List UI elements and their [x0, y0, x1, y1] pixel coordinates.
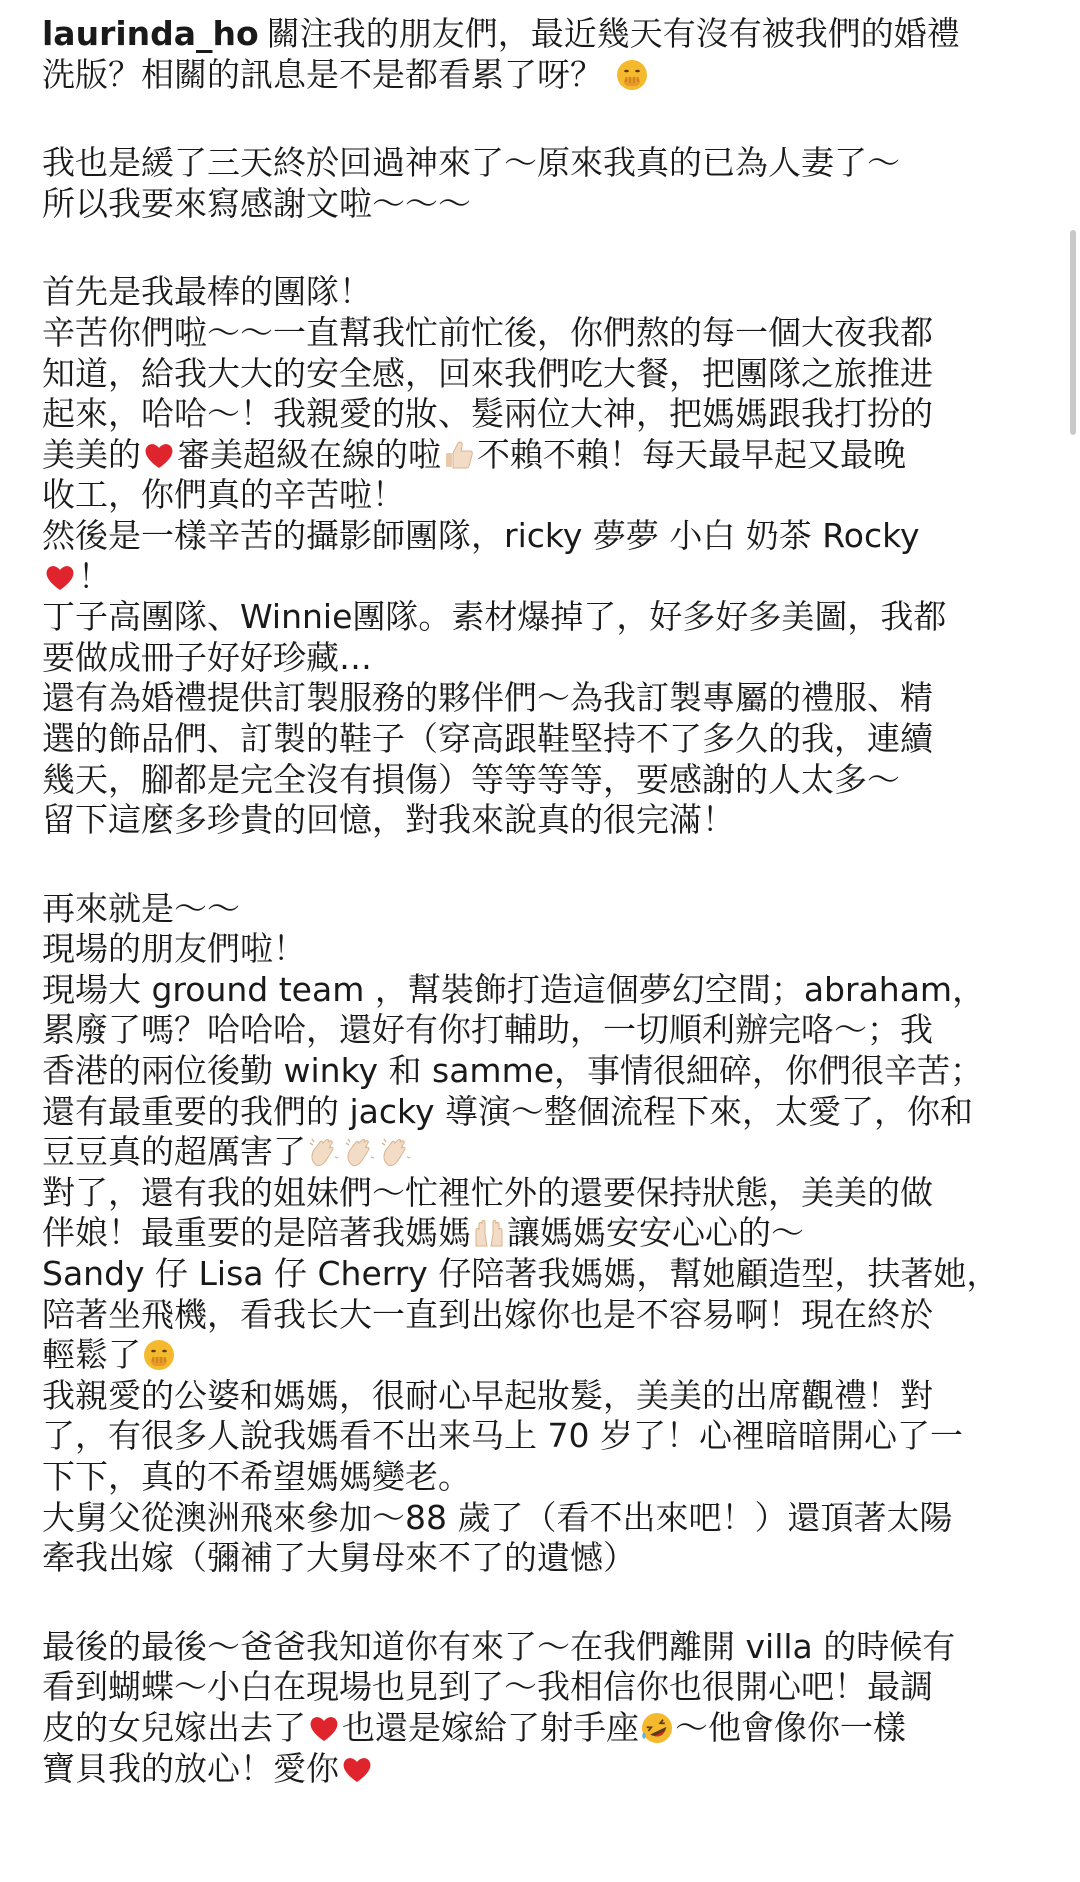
- caption-line: 牽我出嫁（彌補了大舅母來不了的遺憾）: [42, 1538, 636, 1578]
- caption-line: 再來就是～～: [42, 888, 240, 928]
- paragraph-gap: [42, 95, 1042, 143]
- red-heart-icon: [142, 438, 176, 472]
- caption-line: 知道，給我大大的安全感，回來我們吃大餐，把團隊之旅推进: [42, 353, 933, 393]
- caption-line: 最後的最後～爸爸我知道你有來了～在我們離開 villa 的時候有: [42, 1626, 956, 1666]
- caption-line: 丁子高團隊、Winnie團隊。素材爆掉了，好多好多美圖，我都: [42, 597, 947, 637]
- caption-line: 幾天，腳都是完全沒有損傷）等等等等，要感謝的人太多～: [42, 759, 900, 799]
- caption-line: 要做成冊子好好珍藏…: [42, 637, 372, 677]
- caption-line: 了，有很多人說我媽看不出来马上 70 岁了！心裡暗暗開心了一: [42, 1416, 963, 1456]
- paragraph-gap: [42, 1579, 1042, 1627]
- caption-line: 豆豆真的超厲害了: [42, 1132, 1042, 1173]
- caption-line: 然後是一樣辛苦的攝影師團隊，ricky 夢夢 小白 奶茶 Rocky: [42, 515, 920, 555]
- caption-line: 首先是我最棒的團隊！: [42, 272, 372, 312]
- paragraph-gap: [42, 841, 1042, 889]
- caption-line: 伴娘！最重要的是陪著我媽媽 讓媽媽安安心心的～: [42, 1213, 804, 1253]
- clapping-hands-icon: [343, 1135, 377, 1169]
- caption-line: 還有為婚禮提供訂製服務的夥伴們～為我訂製專屬的禮服、精: [42, 678, 933, 718]
- caption-line: 現場大 ground team ，幫裝飾打造這個夢幻空間；abraham，: [42, 969, 986, 1009]
- caption-line: 選的飾品們、訂製的鞋子（穿高跟鞋堅持不了多久的我，連續: [42, 718, 933, 758]
- caption-line: 輕鬆了: [42, 1335, 1042, 1376]
- clapping-hands-icon: [307, 1135, 341, 1169]
- caption-line: 所以我要來寫感謝文啦～～～: [42, 183, 471, 223]
- username-link[interactable]: laurinda_ho: [42, 14, 259, 53]
- caption-line: laurinda_ho 關注我的朋友們，最近幾天有沒有被我們的婚禮: [42, 14, 960, 53]
- face-hand-over-mouth-icon: [142, 1338, 176, 1372]
- caption-line: 大舅父從澳洲飛來參加～88 歲了（看不出來吧！）還頂著太陽: [42, 1497, 953, 1537]
- scrollbar[interactable]: [1070, 230, 1076, 435]
- rolling-laughing-face-icon: [640, 1711, 674, 1745]
- caption-line: Sandy 仔 Lisa 仔 Cherry 仔陪著我媽媽，幫她顧造型，扶著她，: [42, 1254, 1000, 1294]
- caption-line: ！: [42, 557, 1042, 598]
- thumbs-up-icon: [442, 438, 476, 472]
- red-heart-icon: [340, 1752, 374, 1786]
- caption-line: 看到蝴蝶～小白在現場也見到了～我相信你也很開心吧！最調: [42, 1667, 933, 1707]
- caption-line: 留下這麼多珍貴的回憶，對我來說真的很完滿！: [42, 800, 735, 840]
- caption-line: 還有最重要的我們的 jacky 導演～整個流程下來，太愛了，你和: [42, 1091, 973, 1131]
- caption-line: 起來，哈哈～！我親愛的妝、髮兩位大神，把媽媽跟我打扮的: [42, 394, 933, 434]
- caption-line: 香港的兩位後勤 winky 和 samme，事情很細碎，你們很辛苦；: [42, 1051, 984, 1091]
- caption-line: 累廢了嗎？哈哈哈，還好有你打輔助，一切順利辦完咯～；我: [42, 1010, 933, 1050]
- caption-line: 收工，你們真的辛苦啦！: [42, 475, 405, 515]
- caption-line: 寶貝我的放心！愛你: [42, 1749, 1042, 1790]
- caption-line: 陪著坐飛機，看我长大一直到出嫁你也是不容易啊！現在終於: [42, 1294, 933, 1334]
- clapping-hands-icon: [379, 1135, 413, 1169]
- caption-line: 下下，真的不希望媽媽變老。: [42, 1457, 471, 1496]
- caption-line: 辛苦你們啦～～一直幫我忙前忙後，你們熬的每一個大夜我都: [42, 312, 933, 352]
- caption-line: 我也是緩了三天終於回過神來了～原來我真的已為人妻了～: [42, 143, 900, 183]
- caption-line: 洗版？相關的訊息是不是都看累了呀？: [42, 55, 1042, 96]
- red-heart-icon: [307, 1711, 341, 1745]
- face-hand-over-mouth-icon: [615, 58, 649, 92]
- raised-hands-icon: [472, 1216, 506, 1250]
- caption-line: 現場的朋友們啦！: [42, 929, 306, 969]
- red-heart-icon: [43, 560, 77, 594]
- caption-line: 美美的 審美超級在線的啦 不賴不賴！每天最早起又最晚: [42, 434, 906, 474]
- caption-line: 皮的女兒嫁出去了 也還是嫁給了射手座 ～他會像你一樣: [42, 1707, 906, 1747]
- paragraph-gap: [42, 224, 1042, 272]
- post-caption: [42, 14, 1042, 1789]
- caption-line: 我親愛的公婆和媽媽，很耐心早起妝髮，美美的出席觀禮！對: [42, 1375, 933, 1415]
- caption-line: 對了，還有我的姐妹們～忙裡忙外的還要保持狀態，美美的做: [42, 1172, 933, 1212]
